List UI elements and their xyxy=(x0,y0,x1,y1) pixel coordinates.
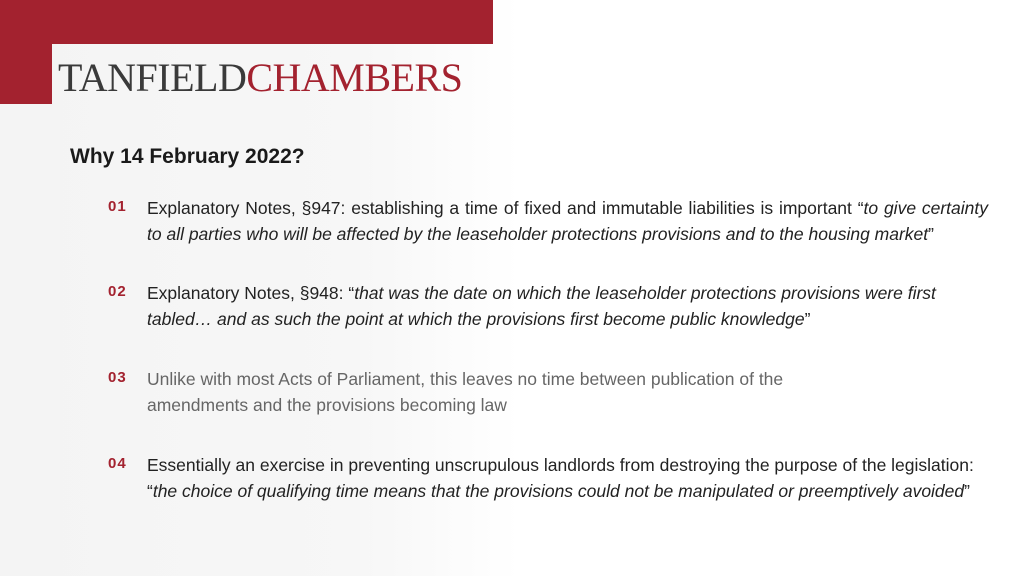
tanfield-chambers-logo xyxy=(58,56,462,100)
list-item-04 xyxy=(108,453,988,504)
list-item-02 xyxy=(108,281,988,332)
brand-top-bar xyxy=(0,0,493,44)
item-number: 02 xyxy=(108,283,127,300)
item-number: 04 xyxy=(108,455,127,472)
brand-side-bar xyxy=(0,44,52,104)
list-item-01 xyxy=(108,196,988,247)
item-number: 01 xyxy=(108,198,127,215)
logo-part1: TANFIELD xyxy=(58,55,247,100)
item-text: Explanatory Notes, §947: establishing a time of fixed and immutable liabilities is important “to give certainty to all parties who will be affected by the leaseholder protections provisions and to the housing market” xyxy=(147,198,988,244)
list-item-03 xyxy=(108,367,988,418)
slide-title: Why 14 February 2022? xyxy=(70,145,305,168)
logo-part2: CHAMBERS xyxy=(246,55,463,100)
item-text: Unlike with most Acts of Parliament, this leaves no time between publication of the amendments and the provisions becoming law xyxy=(147,369,784,415)
item-text: Essentially an exercise in preventing unscrupulous landlords from destroying the purpose of the legislation: “the choice of qualifying time means that the provisions could not be manipulated or preemptively avoided” xyxy=(147,455,974,501)
item-number: 03 xyxy=(108,369,127,386)
item-text: Explanatory Notes, §948: “that was the date on which the leaseholder protections provisions were first tabled… and as such the point at which the provisions first become public knowledge” xyxy=(147,283,936,329)
